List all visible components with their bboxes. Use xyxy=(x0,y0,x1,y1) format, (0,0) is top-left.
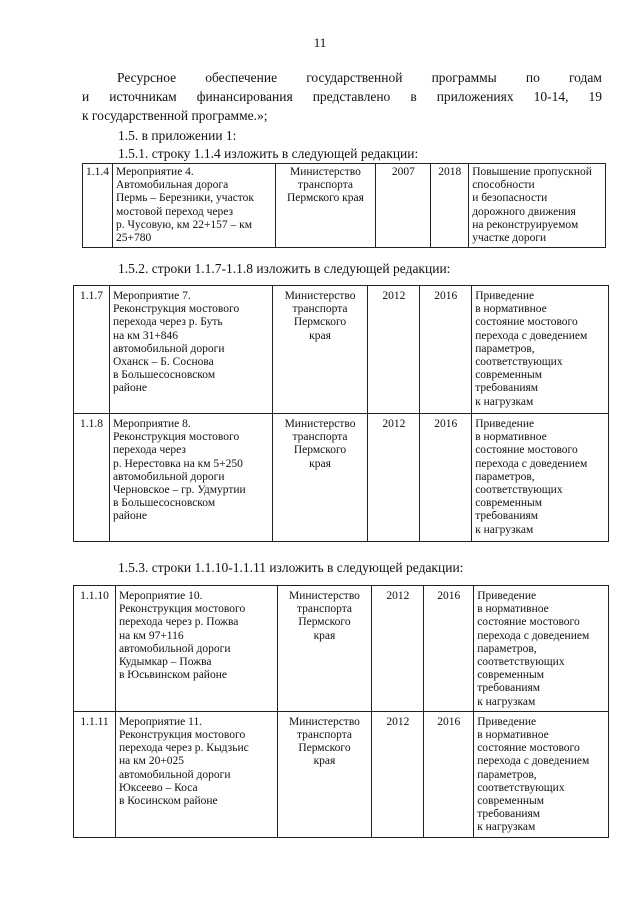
intro-word: Ресурсное xyxy=(117,70,177,85)
section-1-5-2-heading: 1.5.2. строки 1.1.7-1.1.8 изложить в следующей редакции: xyxy=(118,261,451,276)
measure-cell: Мероприятие 4. Автомобильная дорога Пермь – Березники, участок мостовой переход через р. Чусовую, км 22+157 – км 25+780 xyxy=(113,164,276,248)
table-row xyxy=(74,586,609,712)
table-rows-1-1-10-1-1-11 xyxy=(73,585,609,838)
table-rows-1-1-7-1-1-8 xyxy=(73,285,609,542)
table-row xyxy=(74,711,609,837)
ministry-cell: Министерство транспорта Пермского края xyxy=(272,414,368,542)
start-year-cell: 2012 xyxy=(372,586,424,712)
ministry-cell: Министерство транспорта Пермского края xyxy=(277,586,372,712)
end-year-cell: 2016 xyxy=(424,711,474,837)
end-year-cell: 2016 xyxy=(420,286,472,414)
result-cell: Приведение в нормативное состояние мостового перехода с доведением параметров, соответствующих современным требованиям к нагрузкам xyxy=(472,286,609,414)
row-number: 1.1.4 xyxy=(83,164,113,248)
ministry-cell: Министерство транспорта Пермского края xyxy=(275,164,376,248)
result-cell: Повышение пропускной способности и безопасности дорожного движения на реконструируемом участке дороги xyxy=(469,164,606,248)
start-year-cell: 2007 xyxy=(376,164,431,248)
measure-cell: Мероприятие 8. Реконструкция мостового перехода через р. Нерестовка на км 5+250 автомобильной дороги Черновское – гр. Удмуртии в Большесосновском районе xyxy=(109,414,272,542)
row-number: 1.1.11 xyxy=(74,711,116,837)
measure-cell: Мероприятие 7. Реконструкция мостового перехода через р. Буть на км 31+846 автомобильной дороги Оханск – Б. Соснова в Большесосновском районе xyxy=(109,286,272,414)
section-1-5-heading: 1.5. в приложении 1: xyxy=(118,128,237,143)
intro-line-1 xyxy=(82,68,602,87)
section-1-5-1-heading: 1.5.1. строку 1.1.4 изложить в следующей редакции: xyxy=(118,146,419,161)
intro-word: программы xyxy=(431,70,497,85)
page-number: 11 xyxy=(313,35,327,50)
intro-paragraph xyxy=(82,68,602,125)
measure-cell: Мероприятие 10. Реконструкция мостового перехода через р. Пожва на км 97+116 автомобильной дороги Кудымкар – Пожва в Юсьвинском районе xyxy=(115,586,277,712)
row-number: 1.1.8 xyxy=(74,414,110,542)
intro-word: годам xyxy=(568,70,602,85)
ministry-cell: Министерство транспорта Пермского края xyxy=(272,286,368,414)
intro-word: по xyxy=(525,70,540,85)
end-year-cell: 2016 xyxy=(424,586,474,712)
table-row xyxy=(83,164,606,248)
ministry-cell: Министерство транспорта Пермского края xyxy=(277,711,372,837)
start-year-cell: 2012 xyxy=(368,286,420,414)
result-cell: Приведение в нормативное состояние мостового перехода с доведением параметров, соответствующих современным требованиям к нагрузкам xyxy=(474,586,609,712)
intro-word: обеспечение xyxy=(205,70,278,85)
end-year-cell: 2016 xyxy=(420,414,472,542)
result-cell: Приведение в нормативное состояние мостового перехода с доведением параметров, соответствующих современным требованиям к нагрузкам xyxy=(472,414,609,542)
table-row-1-1-4 xyxy=(82,163,606,248)
table-row xyxy=(74,286,609,414)
end-year-cell: 2018 xyxy=(431,164,469,248)
intro-line-2: и источникам финансирования представлено в приложениях 10-14, 19 xyxy=(82,89,602,104)
intro-line-3: к государственной программе.»; xyxy=(82,108,268,123)
measure-cell: Мероприятие 11. Реконструкция мостового перехода через р. Кыдзьис на км 20+025 автомобильной дороги Юксеево – Коса в Косинском районе xyxy=(115,711,277,837)
row-number: 1.1.7 xyxy=(74,286,110,414)
intro-word: государственной xyxy=(306,70,403,85)
result-cell: Приведение в нормативное состояние мостового перехода с доведением параметров, соответствующих современным требованиям к нагрузкам xyxy=(474,711,609,837)
section-1-5-3-heading: 1.5.3. строки 1.1.10-1.1.11 изложить в следующей редакции: xyxy=(118,560,464,575)
table-row xyxy=(74,414,609,542)
start-year-cell: 2012 xyxy=(372,711,424,837)
start-year-cell: 2012 xyxy=(368,414,420,542)
row-number: 1.1.10 xyxy=(74,586,116,712)
